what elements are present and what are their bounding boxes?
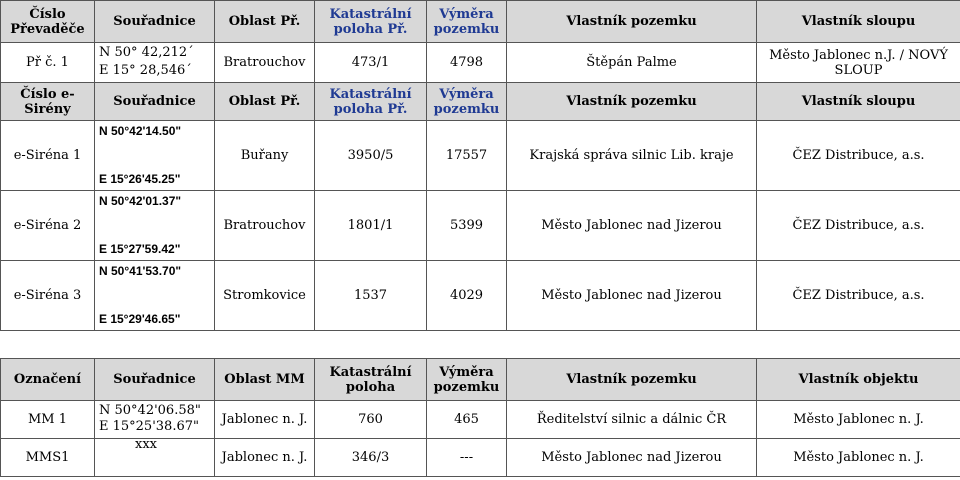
mm-object-owner: Město Jablonec n. J. (757, 401, 960, 439)
sirena-size: 4029 (427, 261, 507, 331)
sirena-cadastral: 1537 (315, 261, 427, 331)
header-oblast: Oblast Př. (215, 1, 315, 43)
mm-cadastral: 760 (315, 401, 427, 439)
header-cislo-prevadece: Číslo Převaděče (1, 1, 95, 43)
sirena-size: 17557 (427, 121, 507, 191)
mm-id: MMS1 (1, 439, 95, 477)
sirena-area: Bratrouchov (215, 191, 315, 261)
header-oznaceni: Označení (1, 359, 95, 401)
mm-id: MM 1 (1, 401, 95, 439)
sirena-row (1, 121, 960, 191)
header-vymera-mm: Výměra pozemku (427, 359, 507, 401)
prevadec-row (1, 43, 960, 83)
sirena-area: Buřany (215, 121, 315, 191)
header-katastralni-poloha: Katastrální poloha Př. (315, 1, 427, 43)
mm-size: --- (427, 439, 507, 477)
sirena-row (1, 191, 960, 261)
mm-object-owner: Město Jablonec n. J. (757, 439, 960, 477)
prevadec-owner: Štěpán Palme (507, 43, 757, 83)
coord-e: E 15°25'38.67" (99, 419, 199, 434)
prevadec-pole-owner: Město Jablonec n.J. / NOVÝ SLOUP (757, 43, 960, 83)
header-oblast-2: Oblast Př. (215, 83, 315, 121)
header-vymera-2: Výměra pozemku (427, 83, 507, 121)
coord-e: E 15°26'45.25" (99, 172, 181, 186)
prevadec-coordinates (95, 43, 215, 83)
mm-area: Jablonec n. J. (215, 439, 315, 477)
header-vlastnik-sloupu: Vlastník sloupu (757, 1, 960, 43)
header-oblast-mm: Oblast MM (215, 359, 315, 401)
coord-n: N 50°42'01.37" (99, 194, 182, 208)
mm-owner: Ředitelství silnic a dálnic ČR (507, 401, 757, 439)
prevadec-cadastral: 473/1 (315, 43, 427, 83)
coord-placeholder: xxx (135, 438, 157, 452)
header-vlastnik-pozemku: Vlastník pozemku (507, 1, 757, 43)
sirena-owner: Město Jablonec nad Jizerou (507, 191, 757, 261)
sirena-coordinates (95, 191, 215, 261)
sirena-row (1, 261, 960, 331)
coord-n: N 50°41'53.70" (99, 264, 182, 278)
header-vlastnik-pozemku-2: Vlastník pozemku (507, 83, 757, 121)
header-vlastnik-objektu: Vlastník objektu (757, 359, 960, 401)
sirena-coordinates (95, 121, 215, 191)
sirena-id: e-Siréna 2 (1, 191, 95, 261)
mm-size: 465 (427, 401, 507, 439)
sirena-id: e-Siréna 1 (1, 121, 95, 191)
header-katastralni-poloha-mm: Katastrální poloha (315, 359, 427, 401)
sirena-owner: Město Jablonec nad Jizerou (507, 261, 757, 331)
header-row-sirena (1, 83, 960, 121)
coord-n: N 50° 42,212´ (99, 45, 194, 60)
coord-n: N 50°42'06.58" (99, 403, 201, 418)
coord-e: E 15°29'46.65" (99, 312, 181, 326)
sirena-pole-owner: ČEZ Distribuce, a.s. (757, 121, 960, 191)
header-vlastnik-pozemku-mm: Vlastník pozemku (507, 359, 757, 401)
sirena-cadastral: 3950/5 (315, 121, 427, 191)
mm-row (1, 401, 960, 439)
mm-coordinates (95, 439, 215, 477)
mm-cadastral: 346/3 (315, 439, 427, 477)
header-cislo-sireny: Číslo e-Sirény (1, 83, 95, 121)
prevadec-id: Př č. 1 (1, 43, 95, 83)
mm-owner: Město Jablonec nad Jizerou (507, 439, 757, 477)
mm-row (1, 439, 960, 477)
sirena-pole-owner: ČEZ Distribuce, a.s. (757, 261, 960, 331)
mm-area: Jablonec n. J. (215, 401, 315, 439)
header-vlastnik-sloupu-2: Vlastník sloupu (757, 83, 960, 121)
prevadec-area: Bratrouchov (215, 43, 315, 83)
mm-coordinates (95, 401, 215, 439)
prevadec-size: 4798 (427, 43, 507, 83)
header-row-prevadec (1, 1, 960, 43)
coord-n: N 50°42'14.50" (99, 124, 182, 138)
sirena-owner: Krajská správa silnic Lib. kraje (507, 121, 757, 191)
sirena-size: 5399 (427, 191, 507, 261)
coord-e: E 15° 28,546´ (99, 63, 192, 78)
sirena-id: e-Siréna 3 (1, 261, 95, 331)
mm-table (0, 358, 960, 477)
header-souradnice: Souřadnice (95, 1, 215, 43)
sirena-coordinates (95, 261, 215, 331)
header-souradnice-2: Souřadnice (95, 83, 215, 121)
header-row-mm (1, 359, 960, 401)
sirena-cadastral: 1801/1 (315, 191, 427, 261)
sirena-area: Stromkovice (215, 261, 315, 331)
sirena-pole-owner: ČEZ Distribuce, a.s. (757, 191, 960, 261)
coord-e: E 15°27'59.42" (99, 242, 181, 256)
header-katastralni-poloha-2: Katastrální poloha Př. (315, 83, 427, 121)
header-souradnice-mm: Souřadnice (95, 359, 215, 401)
header-vymera: Výměra pozemku (427, 1, 507, 43)
